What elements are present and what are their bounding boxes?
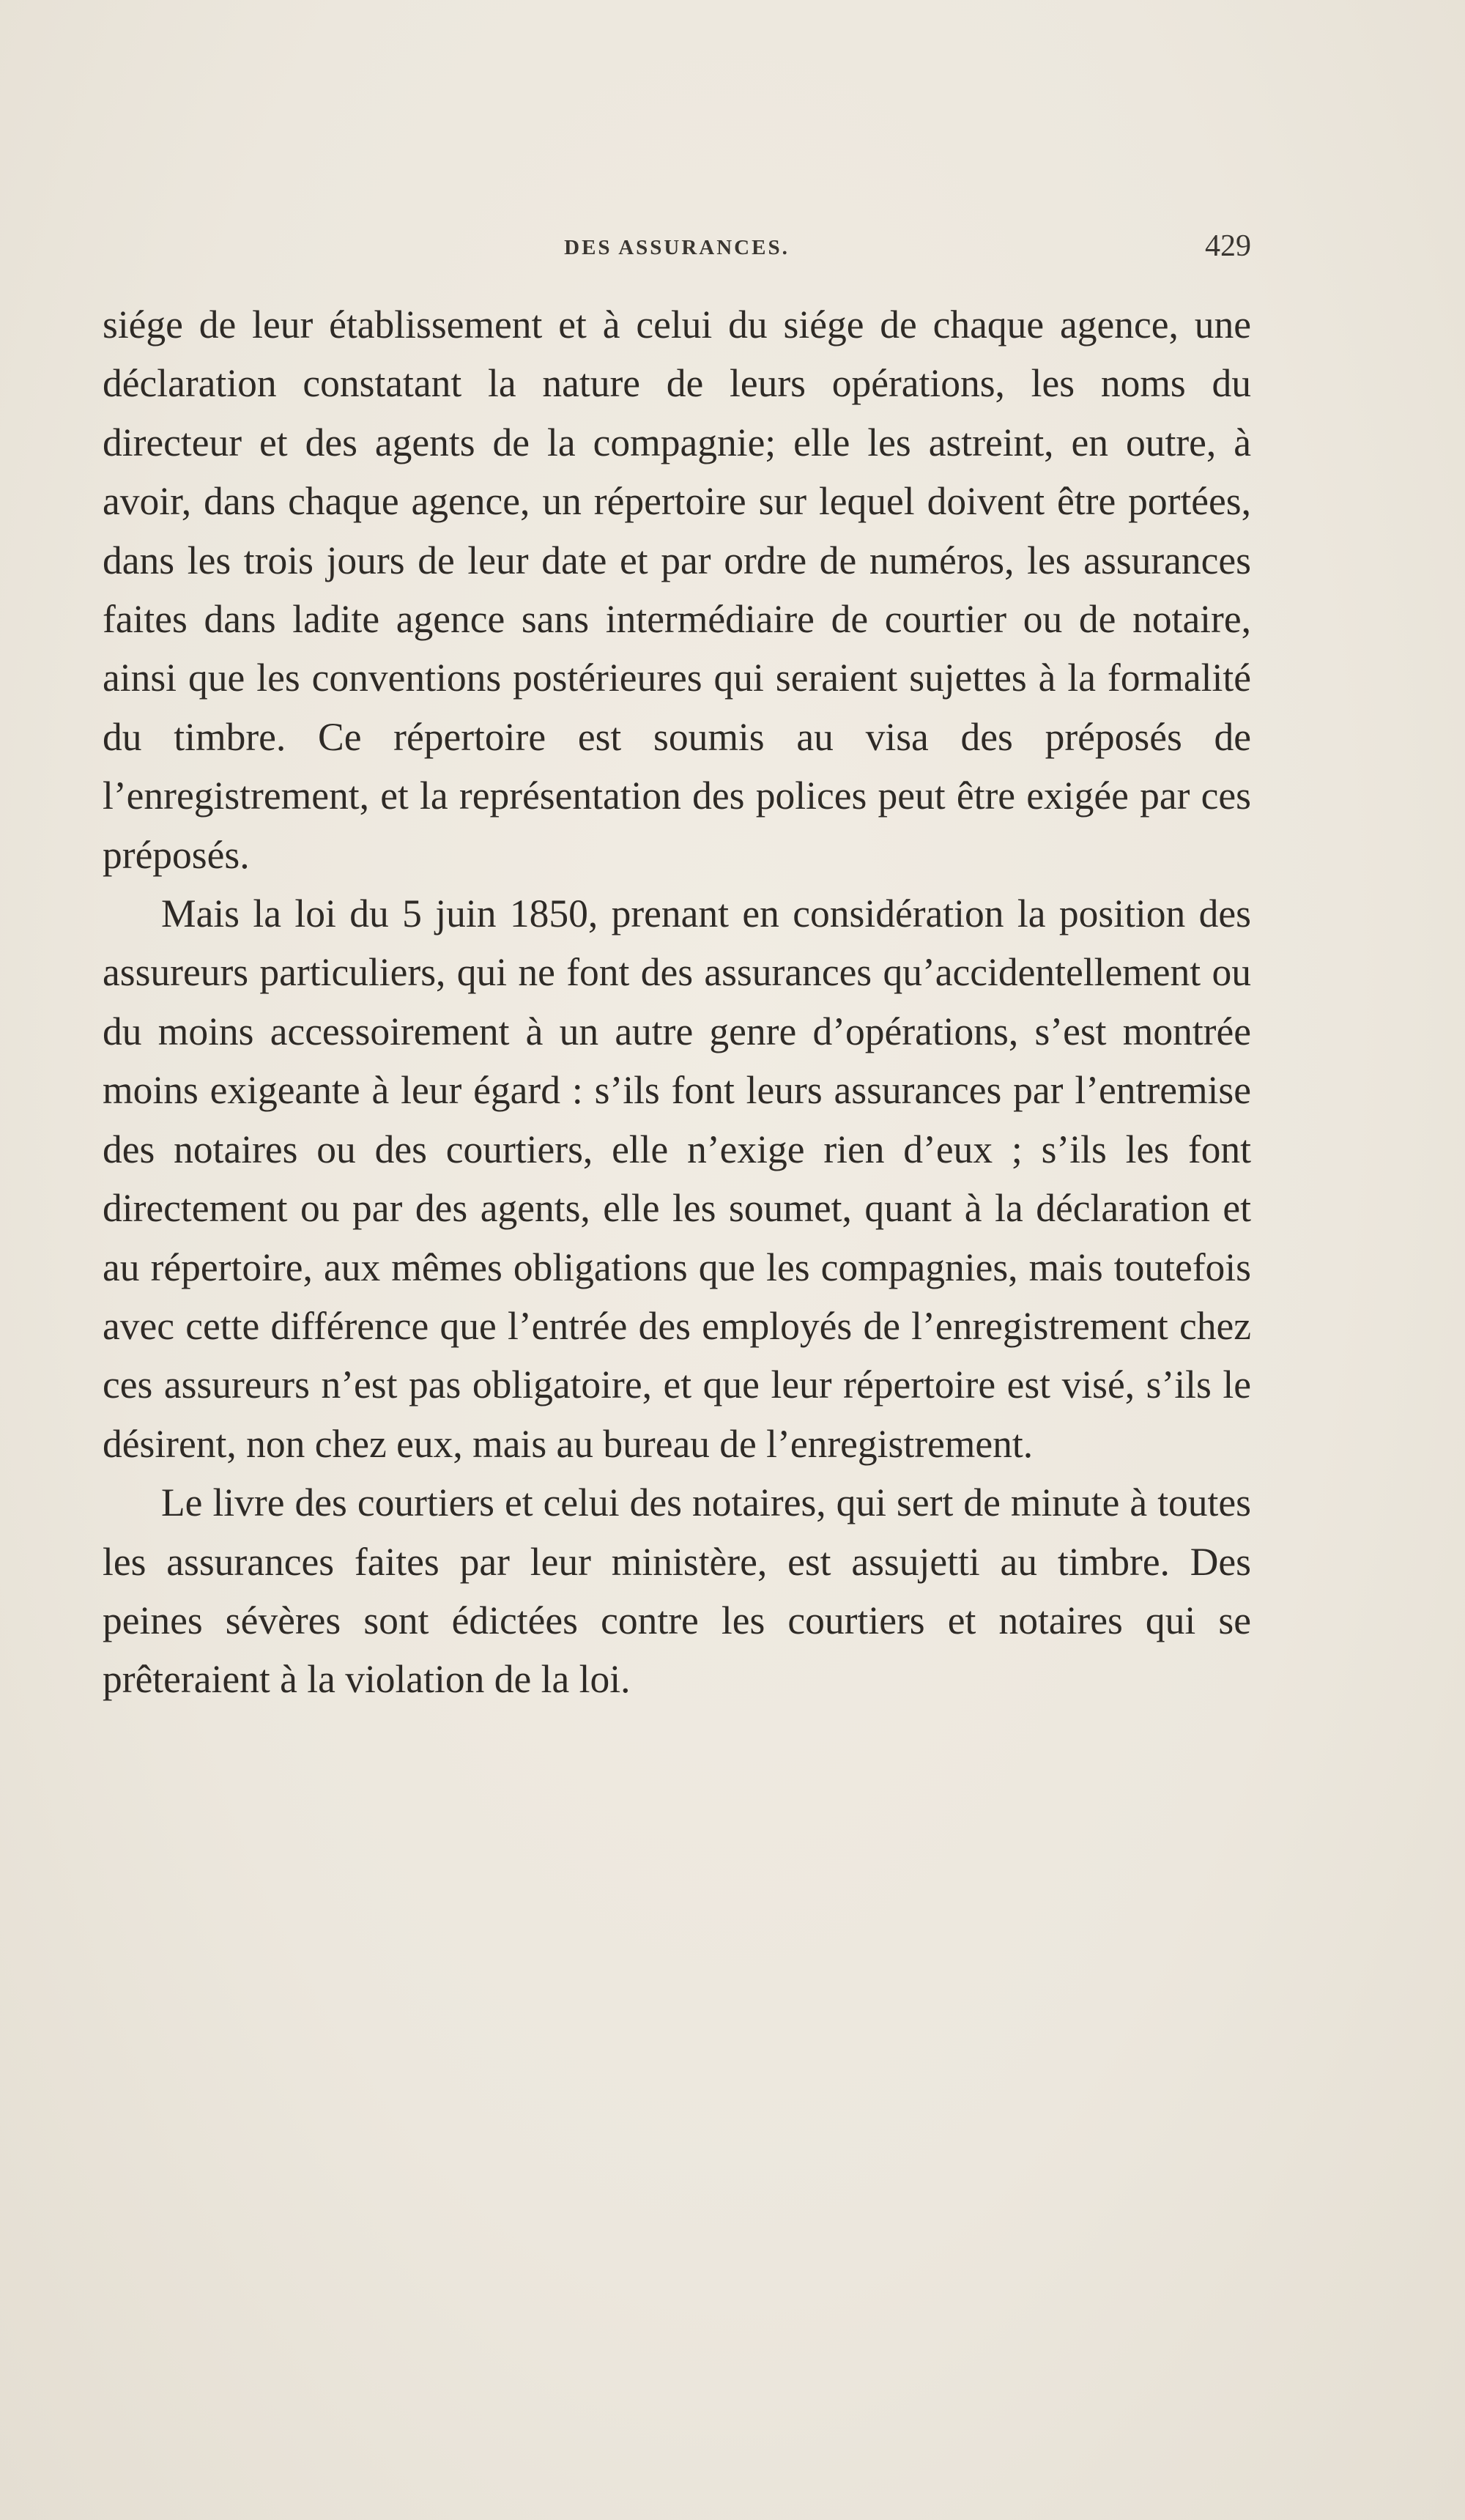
paragraph: Mais la loi du 5 juin 1850, prenant en considération la position des assureurs particuliers, qui ne font des assurances qu’accidentellement ou du moins accessoirement à un autre genre d’opérations, s’est montrée moins exigeante à leur égard : s’ils font leurs assurances par l’entremise des notaires ou des courtiers, elle n’exige rien d’eux ; s’ils les font directement ou par des agents, elle les soumet, quant à la déclaration et au répertoire, aux mêmes obligations que les compagnies, mais toutefois avec cette différence que l’entrée des employés de l’enregistrement chez ces assureurs n’est pas obligatoire, et que leur répertoire est visé, s’ils le désirent, non chez eux, mais au bureau de l’enregistrement. xyxy=(103,892,1251,1466)
running-head: DES ASSURANCES. xyxy=(564,236,790,259)
body-text xyxy=(103,295,1251,1709)
paragraph: siége de leur établissement et à celui du siége de chaque agence, une déclaration constatant la nature de leurs opérations, les noms du directeur et des agents de la compagnie; elle les astreint, en outre, à avoir, dans chaque agence, un répertoire sur lequel doivent être portées, dans les trois jours de leur date et par ordre de numéros, les assurances faites dans ladite agence sans intermédiaire de courtier ou de notaire, ainsi que les conventions postérieures qui seraient sujettes à la formalité du timbre. Ce répertoire est soumis au visa des préposés de l’enregistrement, et la représentation des polices peut être exigée par ces préposés. xyxy=(103,303,1251,877)
page-number: 429 xyxy=(1205,229,1251,263)
paragraph: Le livre des courtiers et celui des notaires, qui sert de minute à toutes les assurances faites par leur ministère, est assujetti au timbre. Des peines sévères sont édictées contre les courtiers et notaires qui se prêteraient à la violation de la loi. xyxy=(103,1480,1251,1702)
page-header xyxy=(103,229,1251,265)
